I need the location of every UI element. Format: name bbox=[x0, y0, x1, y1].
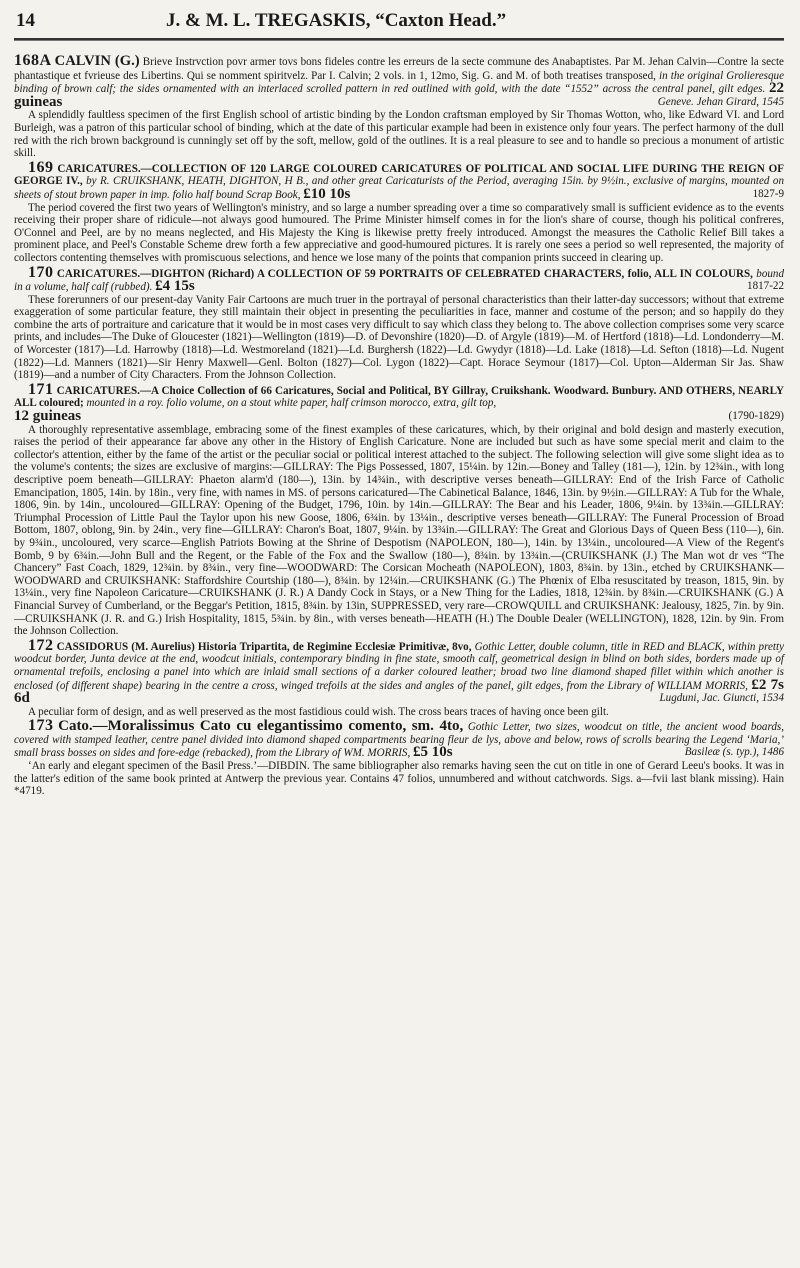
entry-heading: CALVIN (G.) bbox=[54, 53, 140, 69]
entry-imprint: (1790-1829) bbox=[728, 410, 784, 423]
catalogue-entry-172 bbox=[14, 636, 785, 719]
entry-description: Brieve Instrvction povr armer tovs bons fideles contre les erreurs de la secte commune des Anabaptistes. Par M. Jehan Calvin—Contre la secte phantastique et fvrieuse des Libertins. Qui se nomment spiritvelz. Par I. Calvin; 2 vols. in 1, 12mo, Sig. G. and M. of both treatises transposed, bbox=[14, 56, 784, 82]
catalogue-entry-170 bbox=[14, 263, 785, 382]
entry-binding: mounted in a roy. folio volume, on a stout white paper, half crimson morocco, extra, gilt top, bbox=[86, 397, 497, 410]
entry-binding: Gothic Letter, two sizes, woodcut on title, the ancient wood boards, covered with stamped leather, centre panel divided into diamond shaped compartments bearing fleur de lys, above and below, rows of scrolls bearing the Legend ‘Maria,’ small brass bosses on sides and fore-edge (rebacked), from the Library of WM. MORRIS, bbox=[14, 721, 784, 760]
entry-binding: bound in a volume, half calf (rubbed). bbox=[14, 267, 785, 294]
lot-number: 170 bbox=[28, 263, 54, 281]
entry-imprint: Geneve. Jehan Girard, 1545 bbox=[657, 95, 784, 108]
entry-price: £2 7s 6d bbox=[14, 676, 785, 707]
entry-price: 12 guineas bbox=[14, 408, 82, 425]
entry-imprint: Basileæ (s. typ.), 1486 bbox=[684, 746, 784, 759]
running-header bbox=[14, 10, 784, 32]
entry-price: 22 guineas bbox=[14, 80, 784, 110]
entry-imprint: 1817-22 bbox=[747, 280, 784, 293]
entry-heading: CASSIDORUS (M. Aurelius) Historia Tripartita, de Regimine Ecclesiæ Primitivæ, 8vo, bbox=[56, 640, 472, 653]
page-number: 14 bbox=[16, 10, 35, 31]
entry-heading: Cato.—Moralissimus Cato cu elegantissimo comento, sm. 4to, bbox=[58, 718, 464, 735]
header-title: J. & M. L. TREGASKIS, “Caxton Head.” bbox=[166, 10, 507, 31]
entry-imprint: Lugduni, Jac. Giuncti, 1534 bbox=[659, 692, 784, 705]
entry-note: ‘An early and elegant specimen of the Basil Press.’—DIBDIN. The same bibliographer also remarks having seen the cut on title in one of Gerard Leeu's books. It was in the latter's edition of the same book printed at Antwerp the previous year. Contains 47 folios, unnumbered and without catchwords. Sigs. a—fvii last blank missing). Hain *4719. bbox=[14, 760, 784, 798]
catalogue-entry-168a bbox=[14, 53, 784, 160]
lot-number: 172 bbox=[28, 636, 54, 654]
catalogue-entry-173 bbox=[14, 717, 784, 798]
entry-note: A splendidly faultless specimen of the first English school of artistic binding by the London craftsman employed by Sir Thomas Wotton, who, like Edward VI. and Lord Burleigh, was a patron of this particular school of binding, which at the date of this particular example had been in existence only four years. The perfect harmony of the dull red with the rich brown background is cunningly set off by the soft, mellow, gold of the outlines. It is a real pleasure to see and to handle so precious a monument of artistic skill. bbox=[14, 109, 784, 160]
lot-number: 171 bbox=[28, 380, 54, 398]
entry-note: A peculiar form of design, and as well preserved as the most fastidious could wish. The cross bears traces of having once been gilt. bbox=[28, 705, 609, 718]
entry-price: £10 10s bbox=[303, 185, 351, 202]
entry-heading: CARICATURES.—A Choice Collection of 66 Caricatures, Social and Political, BY Gillray, Cruikshank. Woodward. Bunbury. AND OTHERS, NEARLY ALL coloured; bbox=[14, 384, 784, 410]
lot-number: 173 bbox=[28, 717, 54, 735]
entry-heading: CARICATURES.—DIGHTON (Richard) A COLLECTION OF 59 PORTRAITS OF CELEBRATED CHARACTERS, folio, ALL IN COLOURS, bbox=[56, 267, 753, 280]
entry-binding: in the original Grolieresque binding of brown calf; the sides ornamented with an interlaced scrolled pattern in red outlined with gold, with the date “1552” across the central panel, gilt edges. bbox=[14, 69, 784, 96]
entry-note: A thoroughly representative assemblage, embracing some of the finest examples of these caricatures, which, by their original and bold design and masterly execution, raises the period of their appearance far above any other in the History of English Caricature. None are included but such as have some special merit and claim to the collector's attention, either by the fame of the artist or the peculiar social or political interest attached to the subject. The following selection will give some slight idea as to the volume's contents; the sizes are exclusive of margins:—GILLRAY: The Pigs Possessed, 1807, 15¼in. by 12in.—Boney and Talley (181—), 12in. by 12¾in., with long descriptive poem beneath—GILLRAY: Phaeton alarm'd (180—), 13in. by 14¾in., with descriptive verses beneath—GILLRAY: End of the Irish Farce of Catholic Emancipation, 1805, 14in. by 18in., very fine, with names in MS. of persons caricatured—The Cabinetical Balance, 1846, 13in. by 9½in.—GILLRAY: A Tub for the Whale, 1806, 9in. by 14in., uncoloured—GILLRAY: Opening of the Budget, 1796, 10in. by 14in.—GILLRAY: The Bear and his Leader, 1806, 9¼in. by 13¾in.—GILLRAY: Triumphal Procession of Little Paul the Taylor upon his new Goose, 1806, 6¾in. by 13¼in., descriptive verses beneath—GILLRAY: The Funeral Procession of Broad Bottom, 1807, oblong, 9in. by 24in., very fine—GILLRAY: Charon's Boat, 1807, 9¼in. by 13¾in.—GILLRAY: The Great and Glorious Days of Queen Bess (110—), 6in. by 9¾in., uncoloured, very scarce—English Patriots Bowing at the Shrine of Despotism (NAPOLEON, 180—), 14in. by 13¼in., uncoloured—A View of the Regent's Bomb, 9 by 6¾in.—John Bull and the Regent, or the Fable of the Fox and the Swallow (180—), 8¾in. by 13¾in.—(CRUIKSHANK (J.) The Man wot dr ves “The Chancery” Fast Coach, 1829, 12¾in. by 8¾in., very fine—WOODWARD: The Corsican Mocheath (NAPOLEON), 1803, 8¾in. by 13in., etched by CRUIKSHANK—WOODWARD and CRUIKSHANK: Staffordshire Courtship (180—), 8¾in. by 12¼in.—CRUIKSHANK (G.) The Phœnix of Elba resuscitated by treason, 1815, 9in. by 13¼in., very fine Napoleon Caricature—CRUIKSHANK (J. R.) A Dandy Cock in Stays, or a New Thing for the Ladies, 1818, 12¾in. by 8¾in.—CRUIKSHANK (G.) A Financial Survey of Cumberland, or the Beggar's Petition, 1815, 8¾in. by 13in, SUPPRESSED, very rare—CROWQUILL and CRUIKSHANK: Jealousy, 1825, 7in. by 9in.—CRUIKSHANK (J. R. and G.) Irish Hospitality, 1815, 5¾in. by 8in., with verses beneath—HEATH (H.) The Double Dealer (WELLINGTON), 1828, 12in. by 9in. From the Johnson Collection. bbox=[14, 423, 784, 638]
catalogue-entry-171 bbox=[14, 380, 784, 638]
entry-imprint: 1827-9 bbox=[752, 187, 784, 200]
header-rule bbox=[14, 38, 784, 41]
entry-price: £4 15s bbox=[155, 278, 195, 295]
entry-note: These forerunners of our present-day Vanity Fair Cartoons are much truer in the portrayal of personal characteristics than their latter-day successors; without that extreme exaggeration of some particular feature, they still maintain their object in presenting the peculiarities in face, manner and costume of the person; and so happily do they combine the arts of portraiture and caricature that it would be in most cases very difficult to say which class they belong to. The above collection comprises some very scarce prints, and includes—The Duke of Gloucester (1821)—Wellington (1819)—D. of Devonshire (1820)—D. of Argyle (1819)—M. of Hertford (1818)—Ld. Londonderry—M. of Worcester (1817)—Ld. Harrowby (1818)—Ld. Westmoreland (1821)—Ld. Burghersh (1822)—Ld. Gwydyr (1818)—Ld. Lake (1818)—Ld. Sefton (1818)—Ld. Nugent (1822)—Ld. Manners (1821)—Sir Henry Maxwell—Genl. Bolton (1827)—Col. Lygon (1822)—Capt. Horace Seymour (1817)—Col. Upton—Alderman Sir Jas. Shaw (1819)—and a number of City Characters. From the Johnson Collection. bbox=[14, 293, 784, 382]
catalogue-entry-169 bbox=[14, 158, 784, 265]
entry-binding: Gothic Letter, double column, title in RED and BLACK, within pretty woodcut border, Junta device at the end, woodcut initials, contemporary binding in fine state, smooth calf, geometrical design in blind on both sides, borders made up of ornamental trefoils, enclosing a panel into which are inlaid small sections of a darker coloured leather; broad two line diamond shaped fillet within which another is enclosed (of different shape) bearing in the centre a cross, winged trefoils at the sides and angles of the panel, gilt edges, from the Library of WILLIAM MORRIS, bbox=[14, 640, 785, 692]
lot-number: 168A bbox=[14, 52, 52, 69]
entry-binding: by R. CRUIKSHANK, HEATH, DIGHTON, H B., and other great Caricaturists of the Period, averaging 15in. by 9½in., exclusive of margins, mounted on sheets of stout brown paper in imp. folio half bound Scrap Book, bbox=[14, 175, 784, 201]
entry-note: The period covered the first two years of Wellington's ministry, and so large a number spreading over a time so comparatively small is sufficient evidence as to the events receiving their proper share of ridicule—not always good humoured. The Prime Minister himself comes in for the lion's share of course, though his political confreres, O'Connel and Peel, are by no means neglected, and His Majesty the King is likewise pretty freely introduced. Amongst the measures the Catholic Relief Bill takes a prominent place, and Peel's Constable Scheme drew forth a few appreciative and good-humoured pictures. It is rarely one sees a period so well represented, the majority of collectors contenting themselves with promiscuous selections, and hence we lose many of the points that companion prints succeed in clearing up. bbox=[14, 201, 784, 264]
lot-number: 169 bbox=[28, 158, 54, 176]
entry-price: £5 10s bbox=[413, 744, 453, 761]
entry-heading: CARICATURES.—COLLECTION OF 120 LARGE COLOURED CARICATURES OF POLITICAL AND SOCIAL LIFE DURING THE REIGN OF GEORGE IV., bbox=[14, 162, 784, 188]
